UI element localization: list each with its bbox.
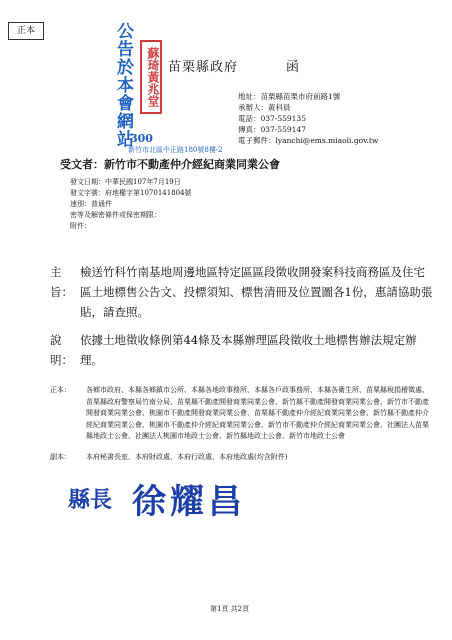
- cc-main-text: 各鄉市政府、本縣各鄉鎮市公所、本縣各地政事務所、本縣各戶政事務所、本縣各衛生所、苗栗縣稅捐稽徵處、苗栗縣政府警察局竹南分局、苗栗縣不動產開發商業同業公會、新竹縣不動產開發商業同業公會、新竹市不動產開發商業同業公會、桃園市不動產開發商業同業公會、苗栗縣不動產仲介經紀商業同業公會、新竹縣不動產仲介經紀商業同業公會、桃園市不動產仲介經紀商業同業公會、新竹市不動產仲介經紀商業同業公會、社團法人苗栗縣地政士公會、社團法人桃園市地政士公會、新竹縣地政士公會、新竹市地政士公會: [86, 386, 429, 440]
- classification: 密等及解密條件或保密期限：: [70, 211, 161, 219]
- explanation-label: 說明：: [50, 333, 73, 367]
- explanation-section: [50, 330, 436, 372]
- signature-name: 徐耀昌: [132, 482, 246, 522]
- attachments: 附件：: [70, 222, 91, 230]
- cc-copy-text: 本府秘書長室、本府財政處、本府行政處、本府地政處(均含附件): [86, 453, 288, 461]
- contact-officer: 承辦人：黃科員: [238, 103, 291, 112]
- recipient-line: [60, 156, 280, 172]
- cc-copy-label: 副本：: [50, 453, 71, 461]
- contact-fax: 傳真：037-559147: [238, 125, 306, 134]
- subject-label: 主旨：: [50, 265, 73, 299]
- signature-title: 縣長: [68, 487, 113, 513]
- contact-email: 電子郵件：lyanchi@ems.miaoli.gov.tw: [238, 136, 379, 145]
- document-number: 發文字號：府地權字第1070141804號: [70, 189, 192, 197]
- subject-text: 檢送竹科竹南基地周邊地區特定區區段徵收開發案科技商務區及住宅區土地標售公告文、投標須知、標售清冊及位置圖各1份，惠請協助張貼，請查照。: [80, 265, 433, 319]
- stamp-number: 300: [130, 132, 153, 145]
- cc-main-label: 正本：: [50, 386, 71, 394]
- recipient-name: 新竹市不動產仲介經紀商業同業公會: [104, 158, 280, 171]
- notice-stamp: 公告於本會網站: [113, 22, 133, 148]
- subject-section: [50, 262, 436, 324]
- document-type: 函: [286, 60, 300, 75]
- issuing-organization: 苗栗縣政府: [168, 60, 239, 75]
- issue-date: 發文日期：中華民國107年7月19日: [70, 178, 181, 186]
- explanation-text: 依據土地徵收條例第44條及本縣辦理區段徵收土地標售辦法規定辦理。: [80, 333, 417, 367]
- contact-address: 地址：苗栗縣苗栗市府前路1號: [238, 92, 341, 101]
- cc-main-section: [50, 385, 434, 455]
- copy-type-box: 正本: [8, 22, 44, 40]
- contact-phone: 電話：037-559135: [238, 114, 306, 123]
- red-seal: 蘇琦黃兆堂: [140, 40, 162, 114]
- page-number: 第1頁 共2頁: [210, 605, 250, 613]
- recipient-label: 受文者：: [60, 158, 104, 171]
- cc-copy-section: [50, 452, 434, 464]
- urgency: 速別：普通件: [70, 200, 112, 208]
- stamp-address: 新竹市北區中正路180號8樓-2: [128, 146, 223, 154]
